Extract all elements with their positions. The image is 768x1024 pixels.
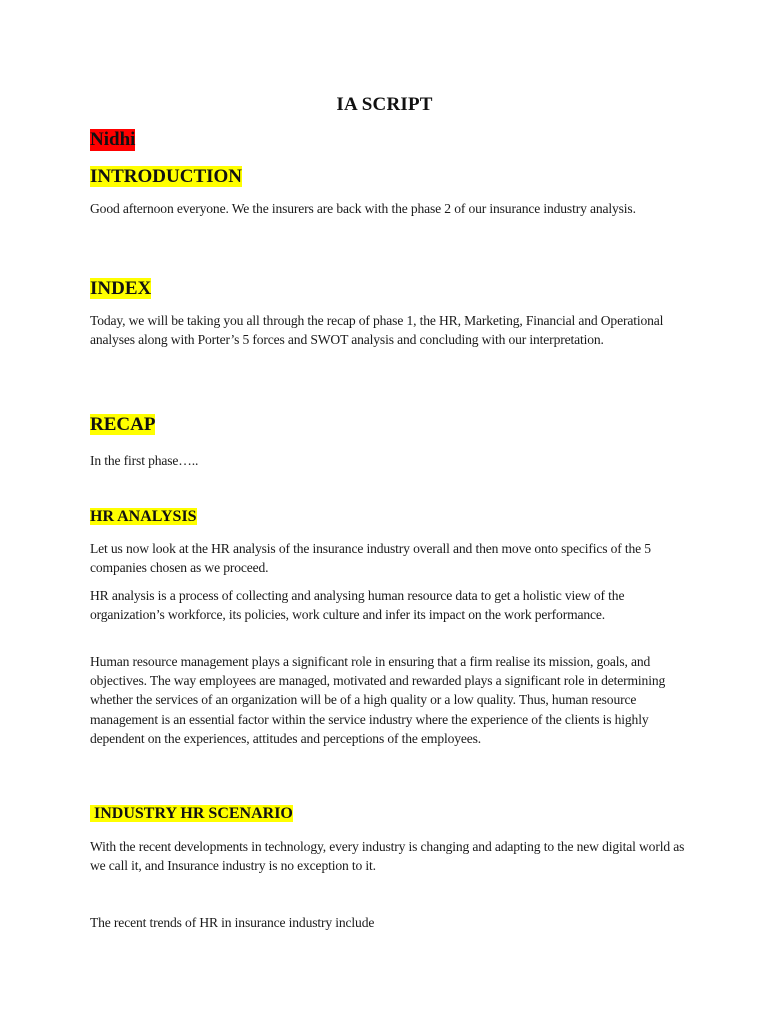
- heading-index-text: INDEX: [90, 278, 152, 299]
- paragraph-hr-analysis-2: HR analysis is a process of collecting and analysing human resource data to get a holistic view of the organization’s workforce, its policies, work culture and infer its impact on the work performance.: [90, 588, 625, 623]
- heading-industry-hr-scenario-text: INDUSTRY HR SCENARIO: [90, 805, 293, 822]
- heading-hr-analysis-text: HR ANALYSIS: [90, 508, 197, 525]
- heading-industry-hr-scenario: [90, 804, 293, 824]
- heading-recap: [90, 414, 155, 436]
- document-title: IA SCRIPT: [336, 94, 433, 115]
- paragraph-introduction: Good afternoon everyone. We the insurers are back with the phase 2 of our insurance industry analysis.: [90, 201, 636, 216]
- paragraph-recap: In the first phase…..: [90, 453, 199, 468]
- speaker-name-highlight: Nidhi: [90, 129, 136, 150]
- paragraph-industry-hr-2: The recent trends of HR in insurance industry include: [90, 915, 375, 930]
- paragraph-index: Today, we will be taking you all through the recap of phase 1, the HR, Marketing, Financial and Operational analyses along with Porter’s 5 forces and SWOT analysis and concluding with our interpretation.: [90, 313, 664, 348]
- heading-hr-analysis: [90, 507, 197, 527]
- heading-index: [90, 278, 151, 300]
- heading-recap-text: RECAP: [90, 414, 156, 435]
- paragraph-industry-hr-1: With the recent developments in technology, every industry is changing and adapting to the new digital world as we call it, and Insurance industry is no exception to it.: [90, 839, 685, 874]
- paragraph-hr-analysis-3: Human resource management plays a significant role in ensuring that a firm realise its mission, goals, and objectives. The way employees are managed, motivated and rewarded plays a significant role in determining whether the services of an organization will be of a high quality or a low quality. Thus, human resource management is an essential factor within the service industry where the experience of the clients is highly dependent on the experiences, attitudes and perceptions of the employees.: [90, 654, 666, 746]
- paragraph-hr-analysis-1: Let us now look at the HR analysis of the insurance industry overall and then move onto specifics of the 5 companies chosen as we proceed.: [90, 541, 651, 576]
- speaker-name: [90, 129, 135, 151]
- heading-introduction: [90, 166, 242, 188]
- heading-introduction-text: INTRODUCTION: [90, 166, 243, 187]
